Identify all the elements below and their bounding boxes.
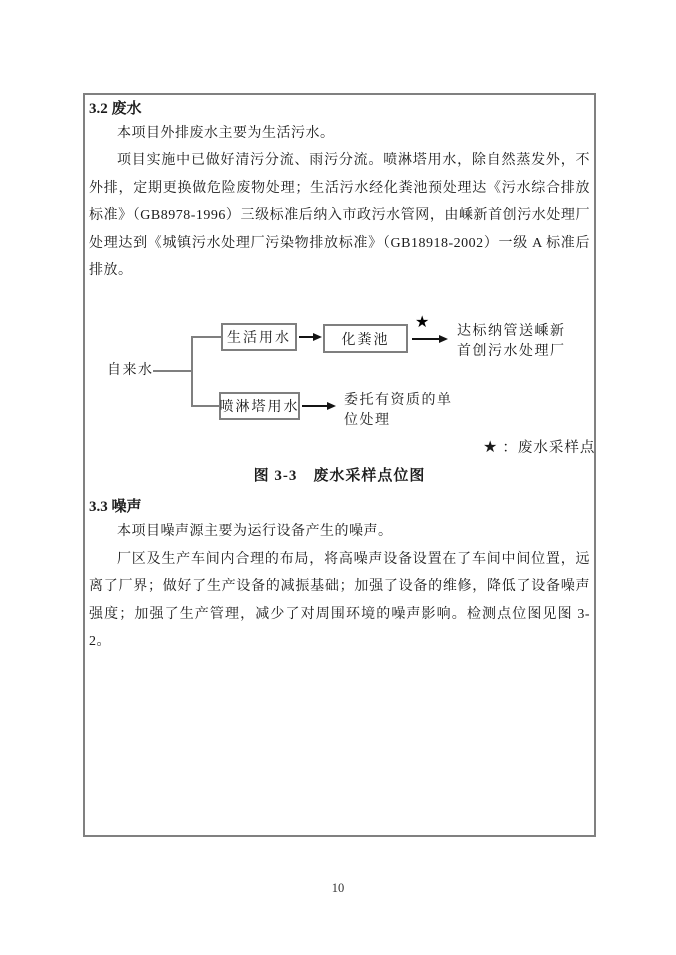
output-label-top-line1: 达标纳管送嵊新 (457, 324, 566, 340)
output-label-top (457, 322, 566, 362)
star-icon: ★ (415, 312, 430, 332)
flow-box-domestic-water-label: 生活用水 (227, 331, 291, 347)
output-label-top-line2: 首创污水处理厂 (457, 344, 566, 360)
flow-box-septic-tank-label: 化粪池 (341, 332, 390, 348)
flow-box-septic-tank (323, 324, 408, 353)
section-3-3-paragraph-2: 厂区及生产车间内合理的布局，将高噪声设备设置在了车间中间位置，远离了厂界；做好了生产设备的减振基础；加强了设备的维修，降低了设备噪声强度；加强了生产管理，减少了对周围环境的噪声影响。检测点位图见图 3-2。 (89, 551, 590, 650)
output-label-bottom-line2: 位处理 (344, 413, 391, 429)
flow-box-spray-tower-label: 喷淋塔用水 (219, 400, 300, 416)
flow-box-domestic-water (221, 323, 297, 351)
flow-arrow-domestic-to-septic (299, 336, 314, 338)
report-table-cell (83, 93, 596, 837)
legend (483, 436, 595, 457)
section-3-3-paragraph-1: 本项目噪声源主要为运行设备产生的噪声。 (117, 524, 393, 540)
figure-caption: 图 3-3 废水采样点位图 (253, 468, 426, 485)
tap-water-label: 自来水 (107, 363, 154, 379)
flow-arrow-spray-to-output (302, 405, 328, 407)
legend-label: ：废水采样点 (502, 440, 596, 457)
section-3-2-paragraph-2: 项目实施中已做好清污分流、雨污分流。喷淋塔用水，除自然蒸发外，不外排，定期更换做危险废物处理；生活污水经化粪池预处理达《污水综合排放标准》（GB8978-1996）三级标准后纳入市政污水管网，由嵊新首创污水处理厂处理达到《城镇污水处理厂污染物排放标准》（GB18918-2002）一级 A 标准后排放。 (89, 153, 590, 279)
output-label-bottom-line1: 委托有资质的单 (344, 393, 453, 409)
output-label-bottom (344, 391, 453, 431)
connector-line-top-branch (191, 336, 221, 338)
wastewater-flow-diagram (89, 310, 596, 462)
connector-line-branch (191, 336, 193, 407)
section-3-3-heading: 3.3 噪声 (89, 499, 142, 516)
section-3-2-heading: 3.2 废水 (89, 101, 142, 117)
legend-star-icon: ★ (483, 437, 499, 457)
section-3-2-paragraph-1: 本项目外排废水主要为生活污水。 (117, 126, 335, 141)
page-number: 10 (331, 881, 345, 895)
connector-line-bottom-branch (191, 405, 219, 407)
flow-box-spray-tower (219, 392, 300, 420)
connector-line-source (153, 370, 191, 372)
flow-arrow-septic-to-output (412, 338, 440, 340)
